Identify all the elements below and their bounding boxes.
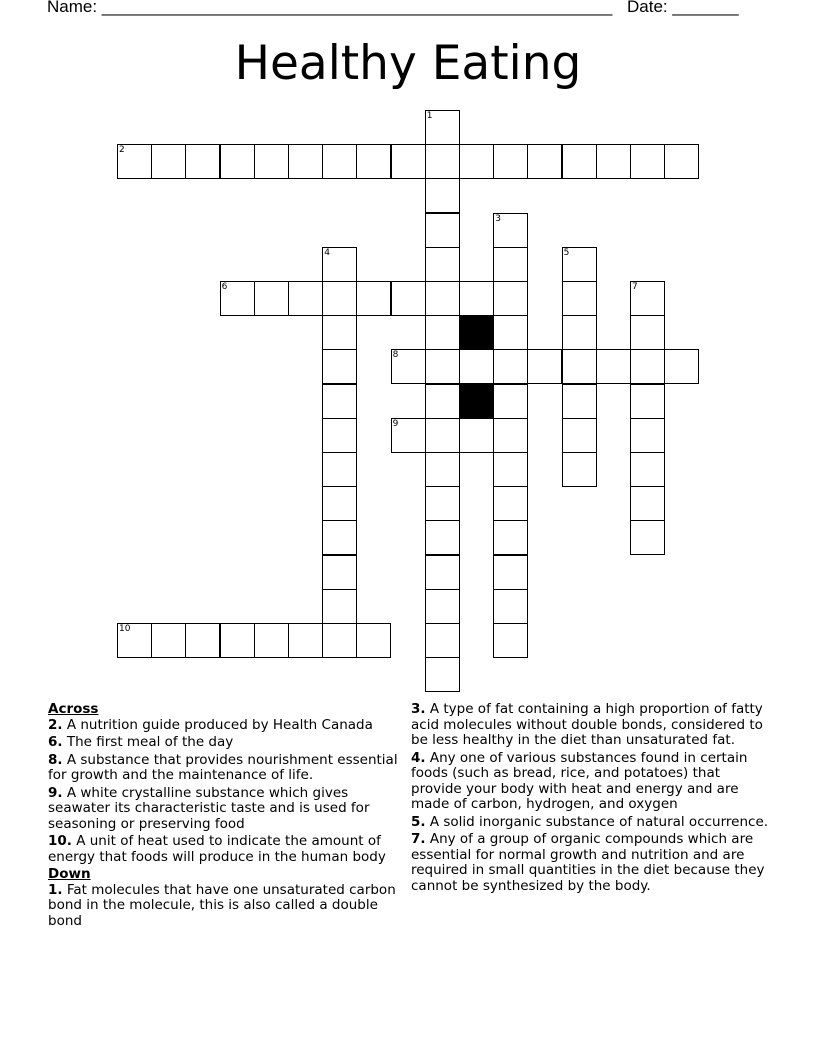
grid-cell[interactable]: [493, 520, 528, 555]
down-heading: Down: [48, 866, 91, 882]
clue-number: 4.: [411, 749, 426, 766]
clue-down-3: [411, 702, 773, 749]
grid-cell[interactable]: [322, 349, 357, 384]
grid-cell[interactable]: [151, 623, 186, 658]
clue-text: Fat molecules that have one unsaturated carbon bond in the molecule, this is also called a double bond: [48, 881, 396, 929]
clue-text: Any of a group of organic compounds which are essential for normal growth and nutrition and are required in small quantities in the diet because they cannot be synthesized by the body.: [411, 831, 765, 894]
grid-cell[interactable]: [425, 315, 460, 350]
grid-cell[interactable]: [391, 144, 426, 179]
grid-cell[interactable]: [630, 520, 665, 555]
clue-number: 8.: [48, 751, 63, 768]
grid-cell[interactable]: [493, 281, 528, 316]
clue-number: 6.: [48, 734, 63, 750]
clue-number: 9.: [48, 784, 63, 801]
grid-cell[interactable]: [425, 418, 460, 453]
grid-cell[interactable]: [493, 452, 528, 487]
grid-cell[interactable]: [356, 623, 391, 658]
clue-text: A nutrition guide produced by Health Canada: [66, 716, 373, 733]
clues-right-column: [411, 702, 773, 896]
grid-cell[interactable]: [220, 281, 255, 316]
clue-down-7: [411, 832, 773, 894]
clue-down-4: [411, 751, 773, 813]
grid-cell[interactable]: [562, 349, 597, 384]
grid-cell[interactable]: [630, 418, 665, 453]
grid-cell[interactable]: [322, 589, 357, 624]
grid-cell[interactable]: [562, 144, 597, 179]
clue-number: 5.: [411, 813, 426, 830]
grid-cell[interactable]: [493, 247, 528, 282]
grid-cell[interactable]: [425, 486, 460, 521]
grid-cell[interactable]: [322, 555, 357, 590]
grid-cell[interactable]: [254, 144, 289, 179]
grid-cell[interactable]: [596, 349, 631, 384]
grid-cell[interactable]: [425, 520, 460, 555]
grid-cell[interactable]: [527, 144, 562, 179]
grid-cell[interactable]: [322, 281, 357, 316]
grid-cell[interactable]: [425, 623, 460, 658]
grid-cell[interactable]: [425, 178, 460, 213]
grid-cell[interactable]: [220, 623, 255, 658]
blocked-cell: [459, 384, 494, 419]
grid-cell[interactable]: [322, 418, 357, 453]
grid-cell[interactable]: [493, 315, 528, 350]
grid-cell[interactable]: [322, 144, 357, 179]
grid-cell[interactable]: [459, 144, 494, 179]
grid-cell[interactable]: [630, 144, 665, 179]
clue-text: A white crystalline substance which gives seawater its characteristic taste and is used for seasoning or preserving food: [48, 784, 370, 832]
grid-cell[interactable]: [425, 349, 460, 384]
grid-cell[interactable]: [493, 144, 528, 179]
clue-across-6: [48, 735, 408, 751]
grid-cell[interactable]: [425, 555, 460, 590]
clue-number-label: 5: [563, 247, 570, 258]
clue-text: A unit of heat used to indicate the amount of energy that foods will produce in the human body: [48, 833, 386, 865]
grid-cell[interactable]: [322, 520, 357, 555]
grid-cell[interactable]: [459, 281, 494, 316]
grid-cell[interactable]: [562, 315, 597, 350]
grid-cell[interactable]: [322, 452, 357, 487]
clue-number-label: 3: [495, 213, 501, 224]
grid-cell[interactable]: [493, 623, 528, 658]
grid-cell[interactable]: [664, 144, 699, 179]
grid-cell[interactable]: [151, 144, 186, 179]
grid-cell[interactable]: [356, 281, 391, 316]
grid-cell[interactable]: [185, 623, 220, 658]
grid-cell[interactable]: [562, 452, 597, 487]
grid-cell[interactable]: [562, 281, 597, 316]
grid-cell[interactable]: [493, 213, 528, 248]
grid-cell[interactable]: [288, 281, 323, 316]
grid-cell[interactable]: [493, 418, 528, 453]
grid-cell[interactable]: [459, 349, 494, 384]
date-field[interactable]: Date: _______: [627, 0, 739, 16]
clue-text: A solid inorganic substance of natural occurrence.: [429, 813, 769, 830]
grid-cell[interactable]: [322, 247, 357, 282]
grid-cell[interactable]: [493, 349, 528, 384]
clue-number-label: 1: [426, 111, 433, 121]
clue-number: 2.: [48, 716, 63, 733]
clue-number-label: 4: [324, 247, 330, 258]
grid-cell[interactable]: [185, 144, 220, 179]
grid-cell[interactable]: [459, 418, 494, 453]
grid-cell[interactable]: [356, 144, 391, 179]
grid-cell[interactable]: [630, 486, 665, 521]
clue-number: 10.: [48, 833, 72, 849]
grid-cell[interactable]: [562, 418, 597, 453]
grid-cell[interactable]: [425, 144, 460, 179]
clue-number-label: 6: [221, 282, 228, 292]
grid-cell[interactable]: [527, 349, 562, 384]
grid-cell[interactable]: [254, 281, 289, 316]
grid-cell[interactable]: [630, 452, 665, 487]
clue-number-label: 9: [392, 418, 399, 429]
clue-number: 7.: [411, 831, 426, 847]
grid-cell[interactable]: [425, 281, 460, 316]
across-heading: Across: [48, 701, 99, 717]
grid-cell[interactable]: [493, 384, 528, 419]
grid-cell[interactable]: [322, 315, 357, 350]
clue-text: The first meal of the day: [66, 734, 234, 750]
grid-cell[interactable]: [425, 213, 460, 248]
grid-cell[interactable]: [562, 384, 597, 419]
grid-cell[interactable]: [630, 281, 665, 316]
clue-text: A type of fat containing a high proportion of fatty acid molecules without double bonds, considered to be less healthy in the diet than unsaturated fat.: [411, 701, 763, 748]
clue-number-label: 8: [392, 350, 399, 361]
grid-cell[interactable]: [425, 384, 460, 419]
clue-number: 1.: [48, 881, 63, 898]
page-title: Healthy Eating: [234, 36, 582, 91]
grid-cell[interactable]: [391, 418, 426, 453]
clues-left-column: [48, 702, 408, 931]
clue-down-1: [48, 883, 408, 930]
grid-cell[interactable]: [322, 486, 357, 521]
clue-down-5: [411, 815, 773, 831]
grid-cell[interactable]: [288, 623, 323, 658]
grid-cell[interactable]: [391, 281, 426, 316]
grid-cell[interactable]: [254, 623, 289, 658]
grid-cell[interactable]: [288, 144, 323, 179]
grid-cell[interactable]: [220, 144, 255, 179]
clue-across-8: [48, 753, 408, 784]
grid-cell[interactable]: [425, 452, 460, 487]
grid-cell[interactable]: [493, 589, 528, 624]
grid-cell[interactable]: [425, 589, 460, 624]
grid-cell[interactable]: [322, 384, 357, 419]
grid-cell[interactable]: [596, 144, 631, 179]
clue-number-label: 7: [632, 282, 638, 292]
grid-cell[interactable]: [117, 623, 152, 658]
blocked-cell: [459, 315, 494, 350]
clue-across-10: [48, 834, 408, 865]
grid-cell[interactable]: [391, 349, 426, 384]
grid-cell[interactable]: [562, 247, 597, 282]
clue-text: Any one of various substances found in certain foods (such as bread, rice, and potatoes) that provide your body with heat and energy and are made of carbon, hydrogen, and oxygen: [411, 749, 748, 812]
clue-number: 3.: [411, 701, 426, 717]
grid-cell[interactable]: [630, 315, 665, 350]
clue-text: A substance that provides nourishment essential for growth and the maintenance of life.: [48, 751, 398, 783]
grid-cell[interactable]: [664, 349, 699, 384]
grid-cell[interactable]: [117, 144, 152, 179]
grid-cell[interactable]: [493, 486, 528, 521]
name-field[interactable]: Name: ______________________________________________________: [47, 0, 613, 16]
grid-cell[interactable]: [425, 657, 460, 692]
grid-cell[interactable]: [630, 349, 665, 384]
grid-cell[interactable]: [425, 247, 460, 282]
grid-cell[interactable]: [493, 555, 528, 590]
clue-across-9: [48, 786, 408, 833]
clue-across-2: [48, 718, 408, 734]
grid-cell[interactable]: [425, 110, 460, 145]
grid-cell[interactable]: [630, 384, 665, 419]
grid-cell[interactable]: [322, 623, 357, 658]
clue-number-label: 2: [119, 145, 125, 156]
clue-number-label: 10: [119, 624, 131, 634]
